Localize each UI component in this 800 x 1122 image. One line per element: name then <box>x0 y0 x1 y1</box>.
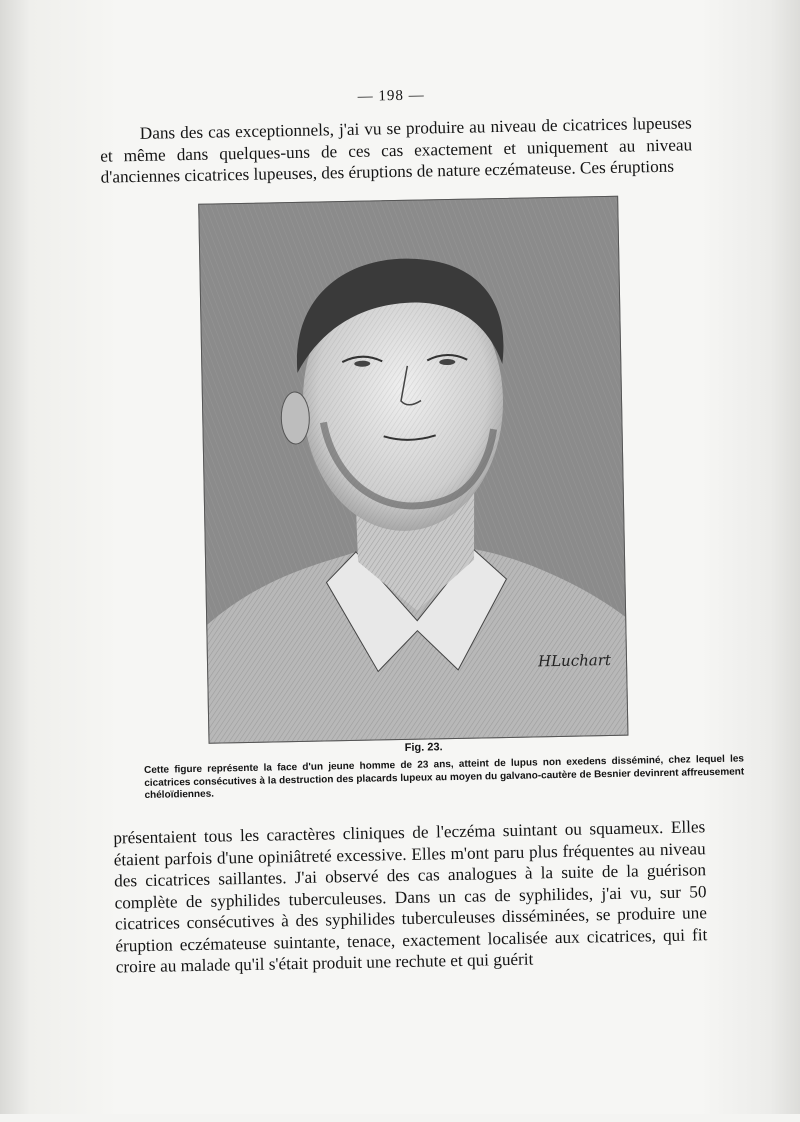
figure-engraving <box>198 196 628 744</box>
paragraph-top: Dans des cas exceptionnels, j'ai vu se produire au niveau de cicatrices lupeuses et même dans quelques-uns de ces cas exactement et uniquement au niveau d'anciennes cicatrices lupeuses, des éruptions de nature eczémateuse. Ces éruptions <box>100 113 693 187</box>
page-number: — 198 — <box>357 87 425 105</box>
paragraph-bottom: présentaient tous les caractères cliniques de l'eczéma suintant ou squameux. Elles étaient parfois d'une opiniâtreté excessive. Elles m'ont paru plus fréquentes au niveau des cicatrices saillantes. J'ai observé des cas analogues à la suite de la guérison complète de syphilides tuberculeuses. Dans un cas de syphilides, j'ai vu, sur 50 cicatrices consécutives à des syphilides tuberculeuses disséminées, se produire une éruption eczémateuse suintante, tenace, exactement localisée aux cicatrices, qui fit croire au malade qu'il s'était produit une rechute et qui guérit <box>113 817 708 977</box>
figure-caption: Cette figure représente la face d'un jeune homme de 23 ans, atteint de lupus non exedens disséminé, chez lequel les cicatrices consécutives à la destruction des placards lupeux au moyen du galvano-cautère de Besnier devinrent affreusement chéloïdiennes. <box>143 753 745 801</box>
artist-signature: HLuchart <box>537 650 612 671</box>
portrait-illustration <box>199 197 627 743</box>
figure-label: Fig. 23. <box>404 741 443 754</box>
